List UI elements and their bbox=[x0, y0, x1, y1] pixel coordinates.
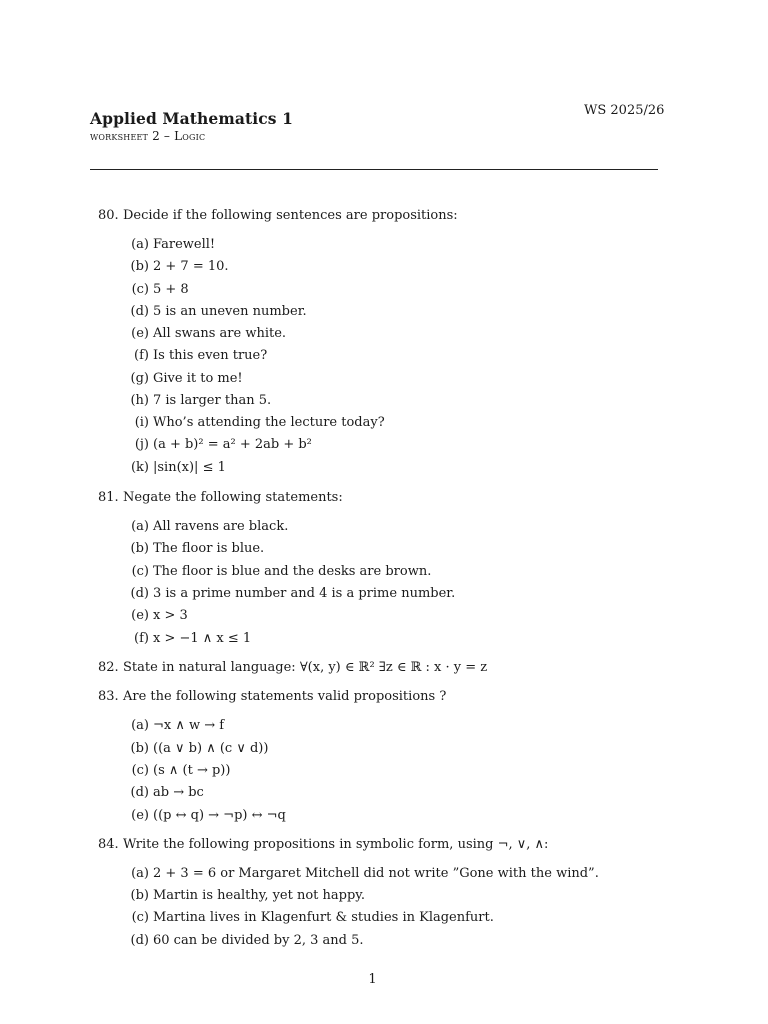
item-text: 5 is an uneven number. bbox=[153, 304, 307, 319]
item-label: (b) bbox=[130, 888, 149, 903]
item-text: 2 + 3 = 6 or Margaret Mitchell did not write ”Gone with the wind”. bbox=[153, 866, 599, 881]
item-text: (a + b)² = a² + 2ab + b² bbox=[153, 437, 312, 452]
item-text: 5 + 8 bbox=[153, 282, 189, 297]
item-label: (i) bbox=[134, 415, 149, 430]
exercise-82 bbox=[98, 660, 487, 676]
term-label: WS 2025/26 bbox=[584, 103, 665, 118]
exercise-84 bbox=[98, 837, 548, 853]
list-item bbox=[124, 348, 267, 364]
item-label: (f) bbox=[134, 348, 149, 363]
list-item bbox=[124, 415, 385, 431]
exercise-number: 80. bbox=[98, 208, 119, 223]
page-number: 1 bbox=[368, 972, 377, 987]
list-item bbox=[124, 608, 188, 624]
exercise-prompt: Decide if the following sentences are propositions: bbox=[123, 208, 458, 223]
item-label: (j) bbox=[134, 437, 149, 452]
item-text: 3 is a prime number and 4 is a prime number. bbox=[153, 586, 456, 601]
item-label: (a) bbox=[131, 519, 149, 534]
item-text: All ravens are black. bbox=[153, 519, 289, 534]
item-label: (e) bbox=[131, 808, 149, 823]
list-item bbox=[124, 910, 494, 926]
item-label: (e) bbox=[131, 608, 149, 623]
item-label: (e) bbox=[131, 326, 149, 341]
course-title: Applied Mathematics 1 bbox=[90, 109, 294, 128]
list-item bbox=[124, 437, 312, 453]
exercise-81 bbox=[98, 490, 343, 506]
list-item bbox=[124, 282, 189, 298]
list-item bbox=[124, 933, 364, 949]
item-text: Give it to me! bbox=[153, 371, 243, 386]
item-label: (b) bbox=[130, 741, 149, 756]
list-item bbox=[124, 785, 204, 801]
item-text: Farewell! bbox=[153, 237, 216, 252]
item-text: Martina lives in Klagenfurt & studies in Klagenfurt. bbox=[153, 910, 494, 925]
list-item bbox=[124, 460, 226, 476]
item-label: (c) bbox=[131, 282, 149, 297]
item-text: |sin(x)| ≤ 1 bbox=[153, 460, 226, 475]
list-item bbox=[124, 304, 307, 320]
item-label: (f) bbox=[134, 631, 149, 646]
list-item bbox=[124, 741, 268, 757]
list-item bbox=[124, 519, 288, 535]
item-text: The floor is blue and the desks are brown. bbox=[153, 564, 432, 579]
exercise-number: 82. bbox=[98, 660, 119, 675]
list-item bbox=[124, 808, 286, 824]
item-text: x > −1 ∧ x ≤ 1 bbox=[153, 631, 252, 646]
item-label: (a) bbox=[131, 866, 149, 881]
header-divider bbox=[90, 169, 658, 170]
item-text: Martin is healthy, yet not happy. bbox=[153, 888, 366, 903]
exercise-83 bbox=[98, 689, 446, 705]
item-text: (s ∧ (t → p)) bbox=[153, 763, 231, 778]
list-item bbox=[124, 631, 251, 647]
item-label: (c) bbox=[131, 564, 149, 579]
item-text: Who’s attending the lecture today? bbox=[153, 415, 385, 430]
item-text: Is this even true? bbox=[153, 348, 268, 363]
list-item bbox=[124, 371, 243, 387]
item-text: ab → bc bbox=[153, 785, 204, 800]
exercise-number: 81. bbox=[98, 490, 119, 505]
list-item bbox=[124, 541, 264, 557]
item-label: (h) bbox=[130, 393, 149, 408]
item-text: 7 is larger than 5. bbox=[153, 393, 272, 408]
item-label: (c) bbox=[131, 763, 149, 778]
item-label: (a) bbox=[131, 237, 149, 252]
exercise-prompt: Negate the following statements: bbox=[123, 490, 343, 505]
exercise-prompt: Are the following statements valid propositions ? bbox=[123, 689, 447, 704]
item-text: x > 3 bbox=[153, 608, 188, 623]
list-item bbox=[124, 259, 229, 275]
item-label: (c) bbox=[131, 910, 149, 925]
exercise-number: 84. bbox=[98, 837, 119, 852]
item-label: (g) bbox=[130, 371, 149, 386]
item-text: ((p ↔ q) → ¬p) ↔ ¬q bbox=[153, 808, 286, 823]
list-item bbox=[124, 888, 365, 904]
item-text: 60 can be divided by 2, 3 and 5. bbox=[153, 933, 364, 948]
item-label: (k) bbox=[130, 460, 149, 475]
item-label: (a) bbox=[131, 718, 149, 733]
item-label: (b) bbox=[130, 259, 149, 274]
item-label: (d) bbox=[130, 586, 149, 601]
list-item bbox=[124, 763, 230, 779]
item-text: 2 + 7 = 10. bbox=[153, 259, 229, 274]
item-text: ((a ∨ b) ∧ (c ∨ d)) bbox=[153, 741, 269, 756]
exercise-prompt: State in natural language: ∀(x, y) ∈ ℝ² ∃z ∈ ℝ : x · y = z bbox=[123, 660, 488, 675]
item-text: All swans are white. bbox=[153, 326, 287, 341]
list-item bbox=[124, 393, 271, 409]
list-item bbox=[124, 586, 455, 602]
exercise-80 bbox=[98, 208, 458, 224]
exercise-prompt: Write the following propositions in symbolic form, using ¬, ∨, ∧: bbox=[123, 837, 549, 852]
list-item bbox=[124, 564, 431, 580]
item-label: (d) bbox=[130, 933, 149, 948]
worksheet-subtitle: worksheet 2 – Logic bbox=[90, 129, 206, 143]
item-label: (d) bbox=[130, 304, 149, 319]
list-item bbox=[124, 237, 215, 253]
item-label: (b) bbox=[130, 541, 149, 556]
list-item bbox=[124, 326, 286, 342]
item-text: The floor is blue. bbox=[153, 541, 265, 556]
item-label: (d) bbox=[130, 785, 149, 800]
list-item bbox=[124, 718, 224, 734]
list-item bbox=[124, 866, 599, 882]
exercise-number: 83. bbox=[98, 689, 119, 704]
item-text: ¬x ∧ w → f bbox=[153, 718, 225, 733]
